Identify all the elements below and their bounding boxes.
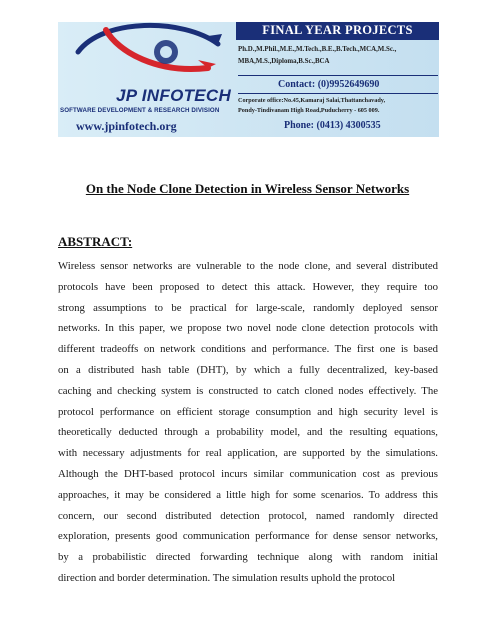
abstract-line: by a probabilistic directed forwarding technique along with random initial [58,551,438,564]
divider [238,93,438,94]
company-division: SOFTWARE DEVELOPMENT & RESEARCH DIVISION [60,107,220,114]
contact-number: Contact: (0)9952649690 [278,79,380,90]
abstract-line: networks. In this paper, we propose two novel node clone detection protocols with [58,322,438,335]
abstract-line: protocol performance on efficient storage consumption and high security level is [58,405,438,418]
abstract-line: Wireless sensor networks are vulnerable to the node clone, and several distributed [58,260,438,272]
address-line-2: Pondy-Tindivanam High Road,Puducherry - 605 009. [238,107,380,114]
company-website[interactable]: www.jpinfotech.org [76,119,177,133]
abstract-line: protocols have been proposed to detect this attack. However, they require too [58,280,438,293]
phone-number: Phone: (0413) 4300535 [284,120,381,131]
address-line-1: Corporate office:No.45,Kamaraj Salai,Thattanchavady, [238,97,386,104]
abstract-line: direction and border determination. The simulation results uphold the protocol [58,571,396,584]
abstract-line: different tradeoffs on network conditions and performance. The first one is based [58,343,438,356]
abstract-line: on a distributed hash table (DHT), by which a fully decentralized, key-based [58,363,438,376]
divider [238,75,438,76]
header-banner [58,22,439,137]
degrees-list [238,44,438,68]
abstract-line: approaches, it may be considered a little high for some scenarios. To address this [58,488,438,501]
abstract-line: caching and checking system is constructed to catch cloned nodes effectively. The [58,384,438,397]
degrees-line-1: Ph.D.,M.Phil.,M.E.,M.Tech.,B.E.,B.Tech.,MCA,M.Sc., [238,46,397,53]
logo-swoosh-icon [58,22,238,92]
abstract-line: strong assumptions to be practical for large-scale, randomly deployed sensor [58,301,438,314]
degrees-line-2: MBA,M.S.,Diploma,B.Sc.,BCA [238,58,330,65]
abstract-line: concern, our second distributed detection protocol, named randomly directed [58,509,438,522]
abstract-body [58,256,438,589]
company-name: JP INFOTECH [116,86,232,105]
document-title: On the Node Clone Detection in Wireless Sensor Networks [85,181,410,196]
abstract-line: with necessary adjustments for real application, are supported by the simulations. [58,447,438,460]
office-address [238,96,438,116]
abstract-line: exploration, presents good communication performance for dense sensor networks, [58,530,438,543]
abstract-line: Although the DHT-based protocol incurs similar communication cost as previous [58,467,438,480]
headline: FINAL YEAR PROJECTS [262,23,413,37]
abstract-line: theoretically deducted through a probability model, and the resulting equations, [58,426,438,439]
abstract-heading: ABSTRACT: [58,234,133,249]
